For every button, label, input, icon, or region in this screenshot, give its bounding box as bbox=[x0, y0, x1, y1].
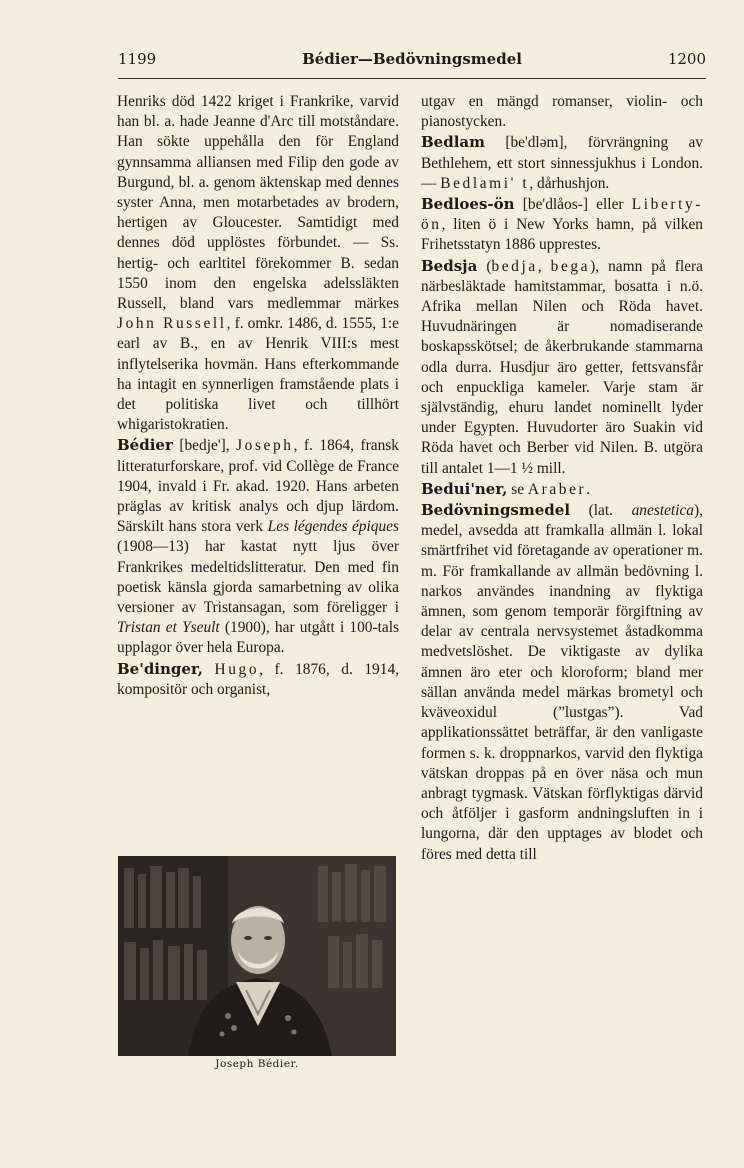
headword-beduiner: Bedui'ner, bbox=[421, 479, 508, 498]
entry-bedovningsmedel: Bedövningsmedel (lat. anestetica), medel, avsedda att framkalla allmän l. lokal smärtfrihet vid företagande av operationer m. m. För framkallande av allmän bedövning l. narkos användes inandning av flyktiga ämnen, som genom temporär förgiftning av delar av centrala nervsystemet åstadkomma medvetslöshet. De viktigaste av dylika ämnen äro eter och kloroform; bland mer sällan använda medel märkas brometyl och kväveoxidul (”lustgas”). Vad applikationssättet beträffar, är den vanligaste formen s. k. droppnarkos, varvid den flyktiga vätskan droppas på en över näsa och mun anbragt tygmask. Vätskan förflyktigas därvid och åtföljer i gasform andningsluften in i lungorna, där den upptages av blodet och föres med detta till bbox=[421, 501, 703, 863]
entry-bedier: Bédier [bedje'], Joseph, f. 1864, fransk litteraturforskare, prof. vid Collège de France 1904, invald i Fr. akad. 1920. Hans arbeten präglas av kritisk analys och djup lärdom. Särskilt hans stora verk Les légendes épiques (1908—13) har kastat nytt ljus över Frankrikes medeltidslitteratur. Den med fin poetisk känsla gjorda samarbetning av olika versioner av Tristansagan, som föreligger i Tristan et Yseult (1900), har utgått i 100-tals upplagor över hela Europa. bbox=[117, 436, 400, 657]
page-number-right: 1200 bbox=[667, 50, 706, 68]
header-rule bbox=[118, 78, 706, 79]
portrait-photo bbox=[118, 856, 396, 1056]
headword-bedinger: Be'dinger, bbox=[117, 659, 203, 678]
right-column bbox=[421, 92, 703, 865]
headword-bedovningsmedel: Bedövningsmedel bbox=[421, 501, 571, 520]
entry-bedford-continued: Henriks död 1422 kriget i Frankrike, varvid han bl. a. hade Jeanne d'Arc till motståndare. Han sökte uppehålla den för England gynnsamma alliansen med Filip den gode av Burgund, bl. a. genom äktenskap med dennes syster Anna, men motarbetades av brodern, hertigen av Gloucester. Samtidigt med dennes död upplöstes förbundet. — Ss. hertig- och earltitel förekommer B. sedan 1550 inom den engelska adelssläkten Russell, bland vars medlemmar märkes John Russell, f. omkr. 1486, d. 1555, 1:e earl av B., en av Henrik VIII:s mest inflytelserika hovmän. Hans efterkommande ha intagit en synnerligen framstående plats i det politiska livet och tillhört whigaristokratien. bbox=[117, 93, 399, 434]
photo-caption: Joseph Bédier. bbox=[215, 1058, 299, 1070]
entry-bedinger-continued: utgav en mängd romanser, violin- och pianostycken. bbox=[421, 93, 703, 131]
left-column bbox=[117, 92, 399, 700]
headword-bedier: Bédier bbox=[117, 436, 173, 455]
entry-bedsja: Bedsja (bedja, bega), namn på flera närbesläktade hamitstammar, bosatta i n.ö. Afrika mellan Nilen och Röda havet. Huvudnäringen är nomadiserande boskapsskötsel; de åkerbrukande stammarna odla durra. Husdjur äro getter, fettsvansfår och enpuckliga kameler. Varje stam är självständig, ehuru landet nominellt lyder under Egypten. Huvudorter äro Suakin vid Röda havet och Berber vid Nilen. B. utgöra till antalet 1—1 ½ mill. bbox=[421, 256, 703, 477]
entry-bedinger: Be'dinger, Hugo, f. 1876, d. 1914, kompositör och organist, bbox=[117, 659, 399, 698]
entry-bedlam: Bedlam [be'dləm], förvrängning av Bethlehem, ett stort sinnessjukhus i London. — Bedlami' t, dårhushjon. bbox=[421, 133, 703, 192]
page-header bbox=[118, 46, 706, 76]
headword-bedloes-on: Bedloes-ön bbox=[421, 195, 515, 214]
headword-bedsja: Bedsja bbox=[421, 256, 478, 275]
headword-bedlam: Bedlam bbox=[421, 133, 485, 152]
portrait-illustration bbox=[118, 856, 396, 1056]
page-number-left: 1199 bbox=[118, 50, 157, 68]
running-title: Bédier—Bedövningsmedel bbox=[302, 50, 522, 68]
entry-bedloes-on: Bedloes-ön [be'dlåos-] eller Liberty-ön, liten ö i New Yorks hamn, på vilken Frihetsstatyn 1886 upprestes. bbox=[421, 195, 703, 254]
entry-beduiner: Bedui'ner, se Araber. bbox=[421, 479, 591, 498]
